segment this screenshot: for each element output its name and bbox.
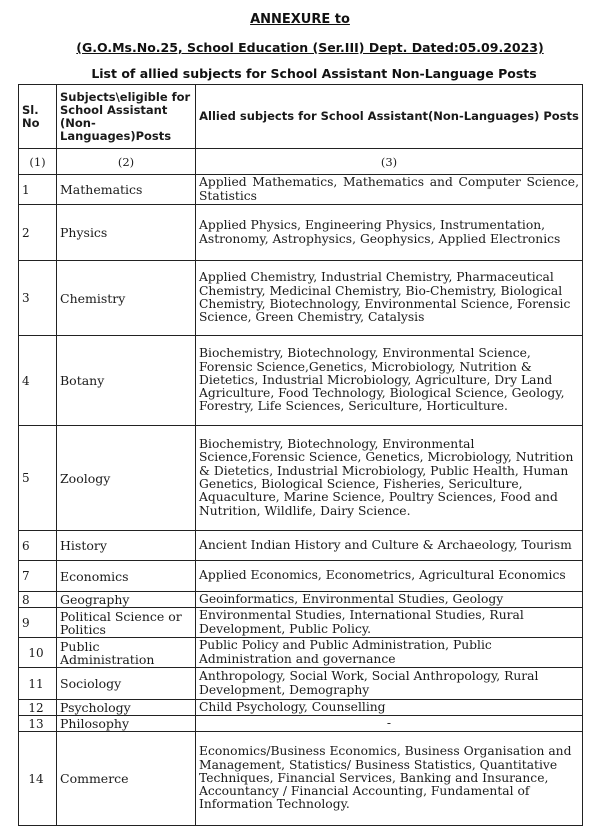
table-row	[19, 336, 583, 426]
table-row	[19, 426, 583, 531]
row-sl-no: 9	[19, 608, 57, 638]
row-sl-no: 7	[19, 561, 57, 592]
row-allied-subjects: Biochemistry, Biotechnology, Environmental Science,Forensic Science, Genetics, Microbiology, Nutrition & Dietetics, Industrial Microbiology, Public Health, Human Genetics, Biological Science, Fisheries, Sericulture, Aquaculture, Marine Science, Poultry Sciences, Food and Nutrition, Wildlife, Dairy Science.	[196, 426, 583, 531]
row-allied-subjects: Ancient Indian History and Culture & Archaeology, Tourism	[196, 531, 583, 561]
row-allied-subjects: Applied Economics, Econometrics, Agricultural Economics	[196, 561, 583, 592]
row-subject: Botany	[57, 336, 196, 426]
table-row	[19, 608, 583, 638]
header-sl-no: Sl. No	[19, 85, 57, 149]
table-row	[19, 700, 583, 716]
row-sl-no: 8	[19, 592, 57, 608]
row-subject: Mathematics	[57, 175, 196, 205]
row-subject: Zoology	[57, 426, 196, 531]
row-allied-subjects: Child Psychology, Counselling	[196, 700, 583, 716]
row-allied-subjects: Applied Mathematics, Mathematics and Computer Science, Statistics	[196, 175, 583, 205]
row-subject: History	[57, 531, 196, 561]
row-sl-no: 6	[19, 531, 57, 561]
row-allied-subjects: Geoinformatics, Environmental Studies, Geology	[196, 592, 583, 608]
row-sl-no: 10	[19, 638, 57, 668]
table-row	[19, 668, 583, 700]
table-row	[19, 205, 583, 261]
row-subject: Geography	[57, 592, 196, 608]
table-row	[19, 716, 583, 732]
row-sl-no: 11	[19, 668, 57, 700]
government-order-reference: (G.O.Ms.No.25, School Education (Ser.III) Dept. Dated:05.09.2023)	[76, 40, 544, 55]
row-allied-subjects: Applied Physics, Engineering Physics, Instrumentation, Astronomy, Astrophysics, Geophysics, Applied Electronics	[196, 205, 583, 261]
column-number: (1)	[19, 149, 57, 175]
table-row	[19, 592, 583, 608]
row-sl-no: 5	[19, 426, 57, 531]
row-subject: Psychology	[57, 700, 196, 716]
row-subject: Commerce	[57, 732, 196, 826]
row-subject: Public Administration	[57, 638, 196, 668]
table-row	[19, 175, 583, 205]
row-sl-no: 12	[19, 700, 57, 716]
column-number: (3)	[196, 149, 583, 175]
row-allied-subjects: Public Policy and Public Administration, Public Administration and governance	[196, 638, 583, 668]
table-row	[19, 261, 583, 336]
table-row	[19, 638, 583, 668]
annexure-title: ANNEXURE to	[250, 12, 350, 27]
list-title: List of allied subjects for School Assistant Non-Language Posts	[91, 66, 537, 81]
row-allied-subjects: -	[196, 716, 583, 732]
column-number-row	[19, 149, 583, 175]
row-subject: Chemistry	[57, 261, 196, 336]
table-row	[19, 561, 583, 592]
row-sl-no: 3	[19, 261, 57, 336]
row-allied-subjects: Economics/Business Economics, Business Organisation and Management, Statistics/ Business Statistics, Quantitative Techniques, Financial Services, Banking and Insurance, Accountancy / Financial Accounting, Fundamental of Information Technology.	[196, 732, 583, 826]
row-sl-no: 14	[19, 732, 57, 826]
header-subjects: Subjects\eligible for School Assistant (Non-Languages)Posts	[57, 85, 196, 149]
row-allied-subjects: Environmental Studies, International Studies, Rural Development, Public Policy.	[196, 608, 583, 638]
row-sl-no: 13	[19, 716, 57, 732]
row-subject: Sociology	[57, 668, 196, 700]
table-row	[19, 732, 583, 826]
allied-subjects-table	[18, 84, 583, 826]
row-subject: Physics	[57, 205, 196, 261]
row-allied-subjects: Biochemistry, Biotechnology, Environmental Science, Forensic Science,Genetics, Microbiology, Nutrition & Dietetics, Industrial Microbiology, Agriculture, Dry Land Agriculture, Food Technology, Biological Science, Geology, Forestry, Life Sciences, Sericulture, Horticulture.	[196, 336, 583, 426]
row-allied-subjects: Applied Chemistry, Industrial Chemistry, Pharmaceutical Chemistry, Medicinal Chemistry, Bio-Chemistry, Biological Chemistry, Biotechnology, Environmental Science, Forensic Science, Green Chemistry, Catalysis	[196, 261, 583, 336]
row-allied-subjects: Anthropology, Social Work, Social Anthropology, Rural Development, Demography	[196, 668, 583, 700]
row-subject: Political Science or Politics	[57, 608, 196, 638]
column-number: (2)	[57, 149, 196, 175]
row-sl-no: 2	[19, 205, 57, 261]
row-sl-no: 1	[19, 175, 57, 205]
row-subject: Philosophy	[57, 716, 196, 732]
header-allied-subjects: Allied subjects for School Assistant(Non-Languages) Posts	[196, 85, 583, 149]
row-sl-no: 4	[19, 336, 57, 426]
table-header-row	[19, 85, 583, 149]
row-subject: Economics	[57, 561, 196, 592]
table-row	[19, 531, 583, 561]
